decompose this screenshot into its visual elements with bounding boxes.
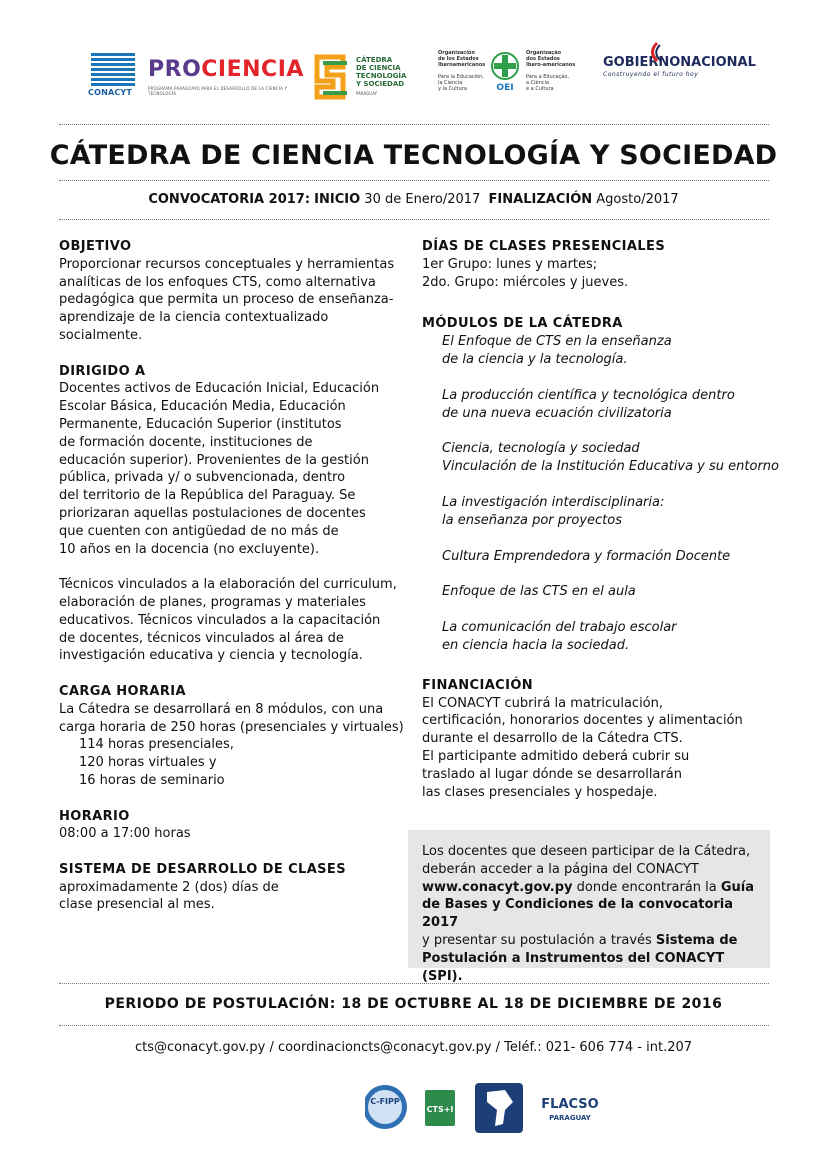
modulo-line: Enfoque de las CTS en el aula [442,584,636,600]
flacso-logo [475,1083,599,1133]
oei-right-3: Ibero-americanos [526,62,576,68]
oei-left-text [438,50,488,92]
modulo-line: Vinculación de la Institución Educativa y su entorno [442,459,779,475]
inicio-label: INICIO [314,192,361,207]
oei-left-6: la Ciencia [438,80,463,86]
horario-heading: HORARIO [59,808,130,824]
carga-heading: CARGA HORARIA [59,683,186,699]
oei-left-3: Iberoamericanos [438,62,486,68]
dirigido-line: Docentes activos de Educación Inicial, Educación [59,381,380,397]
oei-mark-label: OEI [496,83,514,92]
info-line [422,932,762,950]
sistema-heading: SISTEMA DE DESARROLLO DE CLASES [59,861,346,877]
right-column [422,238,792,801]
modulo-line: La comunicación del trabajo escolar [442,620,677,636]
finalizacion-label: FINALIZACIÓN [488,192,593,207]
convocatoria-line [0,192,827,207]
conacyt-logo-label: CONACYT [88,88,133,97]
catedra-logo-line2: DE CIENCIA [356,64,401,72]
cfipp-logo [365,1085,407,1129]
modulo-line: La producción científica y tecnológica dentro [442,387,735,403]
inicio-date: 30 de Enero/2017 [364,192,481,207]
gobierno-slogan: Construyendo el futuro hoy [603,71,699,78]
tecnicos-line: educativos. Técnicos vinculados a la capacitación [59,612,381,628]
modulo-line: Cultura Emprendedora y formación Docente [442,548,731,564]
tecnicos-line: de docentes, técnicos vinculados al área de [59,630,344,646]
prociencia-part1: PRO [148,57,202,82]
catedra-logo-line1: CÁTEDRA [356,56,393,64]
objetivo-line: analíticas de los enfoques CTS, como alternativa [59,274,376,290]
info-line [422,950,762,986]
dias-line: 1er Grupo: lunes y martes; [422,256,598,272]
objetivo-heading: OBJETIVO [59,239,132,254]
info-line [422,879,762,897]
tecnicos-line: Técnicos vinculados a la elaboración del curriculum, [59,577,397,593]
modulo-line: La investigación interdisciplinaria: [442,494,665,510]
financiacion-line: las clases presenciales y hospedaje. [422,784,658,800]
divider [59,124,769,125]
divider [59,180,769,181]
dirigido-line: pública, privada y/ o subvencionada, dentro [59,470,346,486]
oei-right-7: e a Cultura [526,86,554,92]
catedra-cts-icon [313,53,351,101]
dias-line: 2do. Grupo: miércoles y jueves. [422,274,629,290]
oei-left-2: de los Estados [438,56,479,62]
objetivo-line: aprendizaje de la ciencia contextualizado socialmente. [59,310,329,343]
oei-right-2: dos Estados [526,56,560,62]
modulo-line: de la ciencia y la tecnología. [442,351,628,367]
dirigido-line: educación superior). Provenientes de la gestión [59,452,369,468]
dirigido-line: priorizaran aquellas postulaciones de docentes [59,505,366,521]
catedra-logo-line4: Y SOCIEDAD [356,80,405,88]
conacyt-url-link[interactable]: www.conacyt.gov.py [422,879,573,895]
oei-right-6: a Ciência [526,80,549,86]
modulo-item [422,583,792,601]
modulo-line: la enseñanza por proyectos [442,512,622,528]
financiacion-heading: FINANCIACIÓN [422,677,534,693]
flacso-label: FLACSO [541,1097,599,1112]
cts-si-label: CTS+I [426,1105,454,1114]
dirigido-line: de formación docente, instituciones de [59,434,313,450]
footer-logos [365,1080,625,1135]
oei-left-5: Para la Educación, [438,74,484,80]
nacional-word: NACIONAL [680,55,756,70]
spi-text-2: Postulación a Instrumentos del CONACYT (SPI). [422,950,725,984]
modulo-line: Ciencia, tecnología y sociedad [442,441,640,457]
catedra-logo-country: PARAGUAY [356,91,378,96]
modulo-item [422,333,792,369]
divider [59,983,769,984]
info-box-text [422,843,762,985]
modulo-item [422,387,792,423]
tecnicos-line: investigación educativa y ciencia y tecnología. [59,648,363,664]
gobierno-swirl-icon [645,41,669,65]
financiacion-line: El participante admitido deberá cubrir su [422,748,690,764]
periodo-postulacion: PERIODO DE POSTULACIÓN: 18 DE OCTUBRE AL 18 DE DICIEMBRE DE 2016 [104,996,723,1012]
carga-line: carga horaria de 250 horas (presenciales y virtuales) [59,719,404,735]
sistema-line: aproximadamente 2 (dos) días de [59,879,279,895]
convocatoria-label: CONVOCATORIA 2017: [148,192,311,207]
financiacion-line: certificación, honorarios docentes y alimentación [422,713,743,729]
oei-left-7: y la Cultura [438,86,467,92]
prociencia-subtitle: PROGRAMA PARAGUAYO PARA EL DESARROLLO DE LA CIENCIA Y TECNOLOGÍA [148,86,288,96]
oei-mark-icon [490,52,520,92]
dirigido-line: que cuenten con antigüedad de no más de [59,523,339,539]
sistema-line: clase presencial al mes. [59,897,215,913]
financiacion-line: durante el desarrollo de la Cátedra CTS. [422,731,683,747]
oei-right-5: Para a Educação, [526,74,569,80]
conacyt-logo [88,53,138,97]
modulo-line: de una nueva ecuación civilizatoria [442,405,672,421]
oei-left-1: Organización [438,50,475,56]
prociencia-logo [148,57,304,96]
page-title: CÁTEDRA DE CIENCIA TECNOLOGÍA Y SOCIEDAD [49,140,778,171]
oei-right-1: Organização [526,50,561,56]
modulo-line: El Enfoque de CTS en la enseñanza [442,334,672,350]
left-column [59,238,409,914]
info-text: donde encontrarán la [572,879,721,895]
divider [59,219,769,220]
modulo-item [422,494,792,530]
modulo-item [422,619,792,655]
spi-text: Sistema de [655,932,738,948]
gobierno-word: GOBIERNO [603,55,681,70]
info-text: y presentar su postulación a través [422,932,656,948]
horario-value: 08:00 a 17:00 horas [59,826,191,842]
oei-right-text [526,50,586,92]
dirigido-line: del territorio de la República del Paraguay. Se [59,488,356,504]
info-line: deberán acceder a la página del CONACYT [422,861,699,877]
carga-item: 16 horas de seminario [79,772,225,788]
catedra-logo-line3: TECNOLOGÍA [356,72,407,80]
tecnicos-line: elaboración de planes, programas y materiales [59,594,366,610]
dirigido-line: Permanente, Educación Superior (institutos [59,416,342,432]
header-logos [88,45,756,110]
financiacion-line: traslado al lugar dónde se desarrollarán [422,766,682,782]
dias-heading: DÍAS DE CLASES PRESENCIALES [422,239,666,254]
conacyt-mark-icon [91,53,135,87]
dirigido-line: 10 años en la docencia (no excluyente). [59,541,320,557]
modulo-line: en ciencia hacia la sociedad. [442,637,630,653]
dirigido-heading: DIRIGIDO A [59,363,146,379]
guia-text-2: de Bases y Condiciones de la convocatoria 2017 [422,897,734,931]
prociencia-part2: CIENCIA [201,57,304,82]
cts-si-logo [425,1090,455,1126]
modulos-heading: MÓDULOS DE LA CÁTEDRA [422,316,623,332]
contact-line: cts@conacyt.gov.py / coordinacioncts@conacyt.gov.py / Teléf.: 021- 606 774 - int.207 [134,1040,693,1055]
carga-item: 114 horas presenciales, [79,737,234,753]
modulo-item [422,548,792,566]
financiacion-line: El CONACYT cubrirá la matriculación, [422,695,664,711]
gobierno-nacional-logo [603,55,756,78]
carga-line: La Cátedra se desarrollará en 8 módulos, con una [59,701,384,717]
info-line: Los docentes que deseen participar de la Cátedra, [422,844,751,859]
info-line [422,896,762,932]
flacso-sublabel: PARAGUAY [549,1114,591,1122]
cfipp-label: C-FIPP [370,1097,400,1106]
divider [59,1025,769,1026]
objetivo-line: pedagógica que permita un proceso de enseñanza- [59,292,394,308]
guia-text: Guía [720,879,755,895]
objetivo-line: Proporcionar recursos conceptuales y herramientas [59,256,395,272]
carga-item: 120 horas virtuales y [79,755,217,771]
finalizacion-date: Agosto/2017 [596,192,679,207]
modulo-item [422,440,792,476]
dirigido-line: Escolar Básica, Educación Media, Educación [59,399,346,415]
